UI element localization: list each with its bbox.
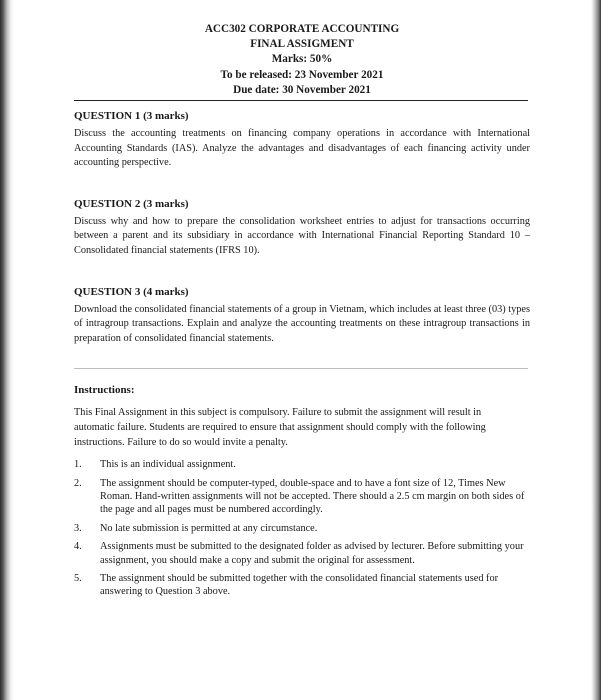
question-1-text: Discuss the accounting treatments on financing company operations in accordance with International Accounting Standards (IAS). Analyze the advantages and disadvantages of each financing activity under accounting perspective.	[74, 128, 530, 169]
header-divider	[74, 100, 528, 101]
instruction-item	[74, 477, 530, 517]
question-1-title: QUESTION 1 (3 marks)	[74, 110, 189, 123]
instruction-number: 4.	[74, 541, 82, 553]
instruction-item	[74, 522, 530, 535]
instruction-number: 5.	[74, 572, 82, 584]
page-edge-shadow-right	[591, 0, 601, 700]
instruction-text: The assignment should be computer-typed, double-space and to have a font size of 12, Times New Roman. Hand-written assignments will not be accepted. There should a 2.5 cm margin on both sides of the page and all pages must be numbered accordingly.	[100, 477, 525, 516]
instructions-title: Instructions:	[74, 384, 135, 397]
marks-line: Marks: 50%	[271, 53, 333, 66]
section-divider	[74, 368, 528, 369]
question-2-text: Discuss why and how to prepare the consolidation worksheet entries to adjust for transactions occurring between a parent and its subsidiary in accordance with International Financial Reporting Standard 10 – Consolidated financial statements (IFRS 10).	[74, 215, 530, 256]
question-3-title: QUESTION 3 (4 marks)	[74, 285, 189, 298]
document-page	[74, 22, 530, 604]
instruction-text: No late submission is permitted at any circumstance.	[100, 522, 318, 534]
assignment-title: FINAL ASSIGMENT	[250, 38, 354, 51]
instruction-number: 3.	[74, 522, 82, 534]
instruction-item	[74, 458, 530, 471]
question-3-text: Download the consolidated financial statements of a group in Vietnam, which includes at least three (03) types of intragroup transactions. Explain and analyze the accounting treatments on these intragroup transactions in preparation of consolidated financial statements.	[74, 303, 530, 344]
instruction-text: This is an individual assignment.	[100, 459, 236, 471]
instruction-number: 1.	[74, 459, 82, 471]
page-edge-shadow-left	[0, 0, 14, 700]
course-title: ACC302 CORPORATE ACCOUNTING	[204, 23, 400, 35]
instruction-text: Assignments must be submitted to the designated folder as advised by lecturer. Before submitting your assignment, you should make a copy and submit the original for assessment.	[100, 541, 524, 566]
question-2-title: QUESTION 2 (3 marks)	[74, 197, 189, 210]
due-date: Due date: 30 November 2021	[233, 83, 371, 96]
instructions-list	[74, 458, 530, 599]
instruction-item	[74, 572, 530, 599]
instruction-number: 2.	[74, 477, 82, 489]
instruction-text: The assignment should be submitted together with the consolidated financial statements used for answering to Question 3 above.	[100, 572, 499, 598]
document-header	[74, 22, 530, 98]
release-date: To be released: 23 November 2021	[220, 68, 384, 81]
instruction-item	[74, 540, 530, 567]
instructions-intro: This Final Assignment in this subject is compulsory. Failure to submit the assignment will result in automatic failure. Students are required to ensure that assignment should comply with the following instructions. Failure to do so would invite a penalty.	[74, 407, 486, 448]
